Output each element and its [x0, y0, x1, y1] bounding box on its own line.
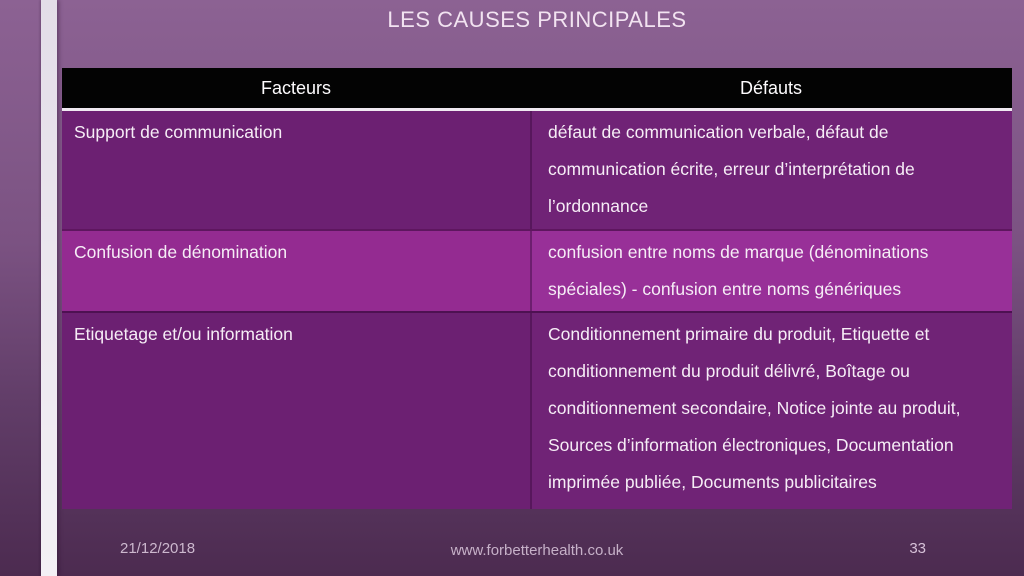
- footer-page-number: 33: [909, 540, 926, 557]
- footer-date: 21/12/2018: [120, 540, 196, 557]
- slide-title: LES CAUSES PRINCIPALES: [387, 7, 687, 32]
- table-row: [62, 311, 1012, 509]
- table-row: [62, 111, 1012, 229]
- column-header-facteurs: Facteurs: [260, 77, 332, 98]
- defauts-cell: Conditionnement primaire du produit, Etiquette et conditionnement du produit délivré, Boîtage ou conditionnement secondaire, Notice jointe au produit, Sources d’information électroniques, Documentation imprimée publiée, Documents publicitaires: [530, 313, 1012, 509]
- facteur-cell: Etiquetage et/ou information: [74, 324, 293, 344]
- defauts-cell: défaut de communication verbale, défaut de communication écrite, erreur d’interprétation de l’ordonnance: [530, 111, 1012, 229]
- table-row: [62, 229, 1012, 311]
- left-accent-stripe: [41, 0, 57, 576]
- table-header-row: [62, 68, 1012, 111]
- causes-table: [62, 68, 1012, 509]
- facteur-cell: Confusion de dénomination: [74, 242, 288, 262]
- facteur-cell: Support de communication: [74, 122, 283, 142]
- defauts-cell: confusion entre noms de marque (dénominations spéciales) - confusion entre noms génériques: [530, 231, 1012, 311]
- column-header-defauts: Défauts: [739, 77, 803, 98]
- footer-website: www.forbetterhealth.co.uk: [450, 542, 624, 559]
